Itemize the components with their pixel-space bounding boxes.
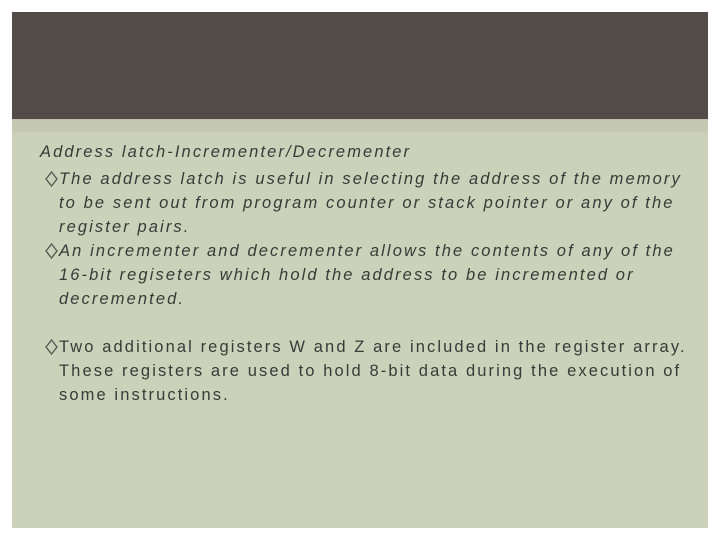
bullet-item <box>40 239 700 311</box>
bullet-item <box>40 167 700 239</box>
bullet-text: Two additional registers W and Z are included in the register array. These registers are used to hold 8-bit data during the execution of some instructions. <box>59 338 687 404</box>
slide-body <box>40 140 700 407</box>
bullet-item <box>40 335 700 407</box>
slide <box>12 12 708 528</box>
bullet-text: The address latch is useful in selecting the address of the memory to be sent out from program counter or stack pointer or any of the register pairs. <box>59 170 682 236</box>
title-divider <box>12 119 708 132</box>
bullet-text: An incrementer and decrementer allows the contents of any of the 16-bit regiseters which hold the address to be incremented or decremented. <box>59 242 675 308</box>
spacer <box>40 311 700 335</box>
hollow-diamond-bullet-icon <box>44 241 59 261</box>
hollow-diamond-bullet-icon <box>44 337 59 357</box>
title-band <box>12 12 708 119</box>
hollow-diamond-bullet-icon <box>44 169 59 189</box>
section-heading: Address latch-Incrementer/Decrementer <box>40 143 412 161</box>
